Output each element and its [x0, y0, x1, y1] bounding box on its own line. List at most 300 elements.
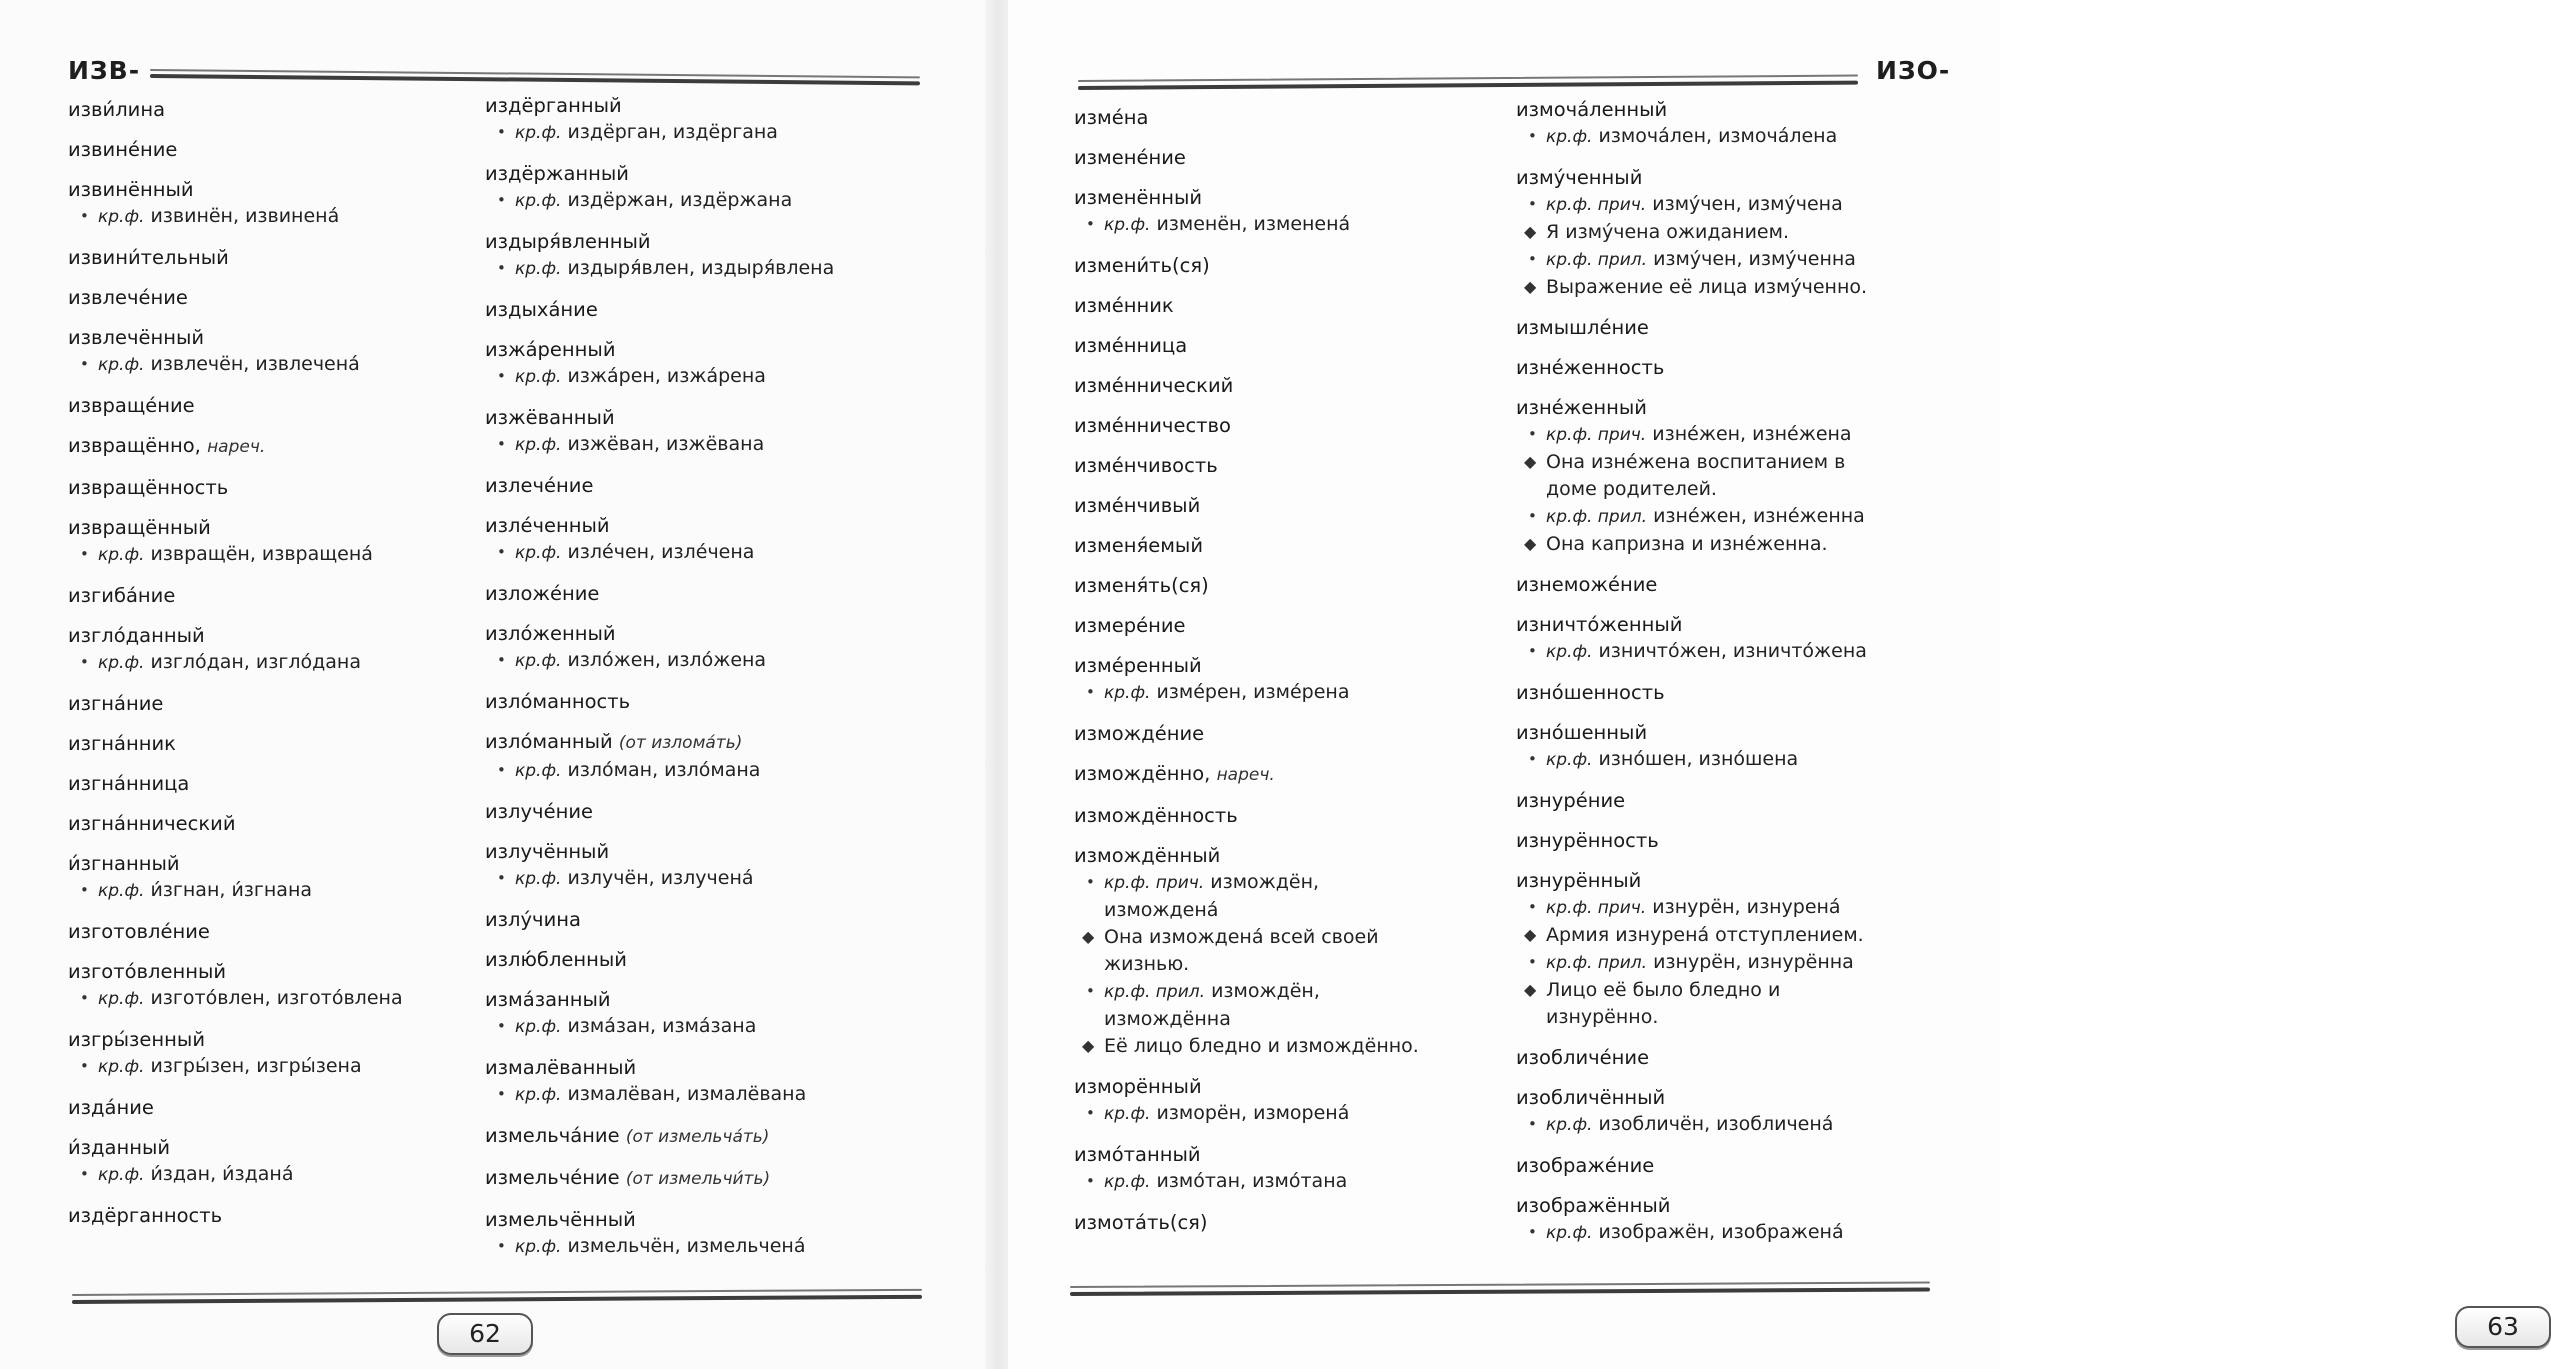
- headword-text: издёрганность: [68, 1204, 223, 1227]
- headword-text: излучённый: [485, 840, 610, 863]
- headword: [485, 160, 955, 187]
- headword: [485, 688, 955, 715]
- dictionary-entry: [68, 850, 538, 905]
- headword-text: измельчённый: [485, 1208, 636, 1231]
- headword: [68, 1134, 538, 1161]
- headword-text: измо́танный: [1074, 1143, 1201, 1166]
- dot-bullet-icon: •: [80, 653, 89, 671]
- headword: [1516, 571, 1986, 598]
- form-text: изму́чен, изму́чена: [1652, 193, 1843, 215]
- usage-example: [1074, 1033, 1544, 1060]
- dot-bullet-icon: •: [1086, 1172, 1095, 1190]
- dot-bullet-icon: •: [1086, 215, 1095, 233]
- headword-text: извращённость: [68, 476, 229, 499]
- grammar-note: (от измельчи́ть): [625, 1169, 771, 1189]
- dictionary-entry: [1074, 842, 1544, 1060]
- dictionary-entry: [68, 136, 538, 163]
- form-text: изжа́рен, изжа́рена: [567, 365, 766, 387]
- diamond-bullet-icon: ◆: [1082, 927, 1095, 946]
- continuation-text: измождена́: [1104, 899, 1219, 921]
- diamond-bullet-icon: ◆: [1524, 452, 1537, 471]
- left-footer-rule: [72, 1295, 922, 1304]
- dot-bullet-icon: •: [1528, 425, 1537, 443]
- headword: [1074, 1141, 1544, 1168]
- headword: [68, 324, 538, 351]
- dictionary-entry: [1516, 1152, 1986, 1179]
- dot-bullet-icon: •: [80, 989, 89, 1007]
- short-form-line: [68, 1053, 538, 1081]
- form-text: изображён, изображена́: [1598, 1221, 1844, 1243]
- usage-example: [1516, 531, 1986, 558]
- form-text: Я изму́чена ожиданием.: [1546, 221, 1789, 243]
- dictionary-entry: [68, 1094, 538, 1121]
- dot-bullet-icon: •: [497, 435, 506, 453]
- dictionary-entry: [1074, 572, 1544, 599]
- dot-bullet-icon: •: [497, 123, 506, 141]
- form-abbreviation: кр.ф.: [515, 543, 562, 563]
- dictionary-entry: [1516, 1084, 1986, 1139]
- headword: [485, 296, 955, 323]
- dictionary-entry: [485, 404, 955, 459]
- form-text: изобличён, изобличена́: [1598, 1113, 1834, 1135]
- headword-text: издёржанный: [485, 162, 629, 185]
- form-text: Она изне́жена воспитанием в: [1546, 451, 1846, 473]
- form-text: Она измождена́ всей своей: [1104, 926, 1379, 948]
- form-abbreviation: кр.ф.: [515, 1237, 562, 1257]
- headword: [68, 284, 538, 311]
- dictionary-entry: [485, 1122, 955, 1151]
- headword: [1074, 144, 1544, 171]
- headword: [68, 96, 538, 123]
- headword: [1074, 184, 1544, 211]
- dot-bullet-icon: •: [1528, 642, 1537, 660]
- dictionary-entry: [68, 690, 538, 717]
- headword-text: измоча́ленный: [1516, 98, 1668, 121]
- form-abbreviation: кр.ф.: [1546, 642, 1593, 662]
- headword: [68, 918, 538, 945]
- form-abbreviation: кр.ф.: [515, 869, 562, 889]
- short-form-line: [485, 1081, 955, 1109]
- continuation-line: [1074, 897, 1544, 924]
- form-abbreviation: кр.ф. прич.: [1546, 898, 1647, 918]
- headword-text: излече́ние: [485, 474, 594, 497]
- short-form-line: [1516, 503, 1986, 531]
- headword-text: издыря́вленный: [485, 230, 651, 253]
- form-text: извлечён, извлечена́: [150, 353, 360, 375]
- headword: [485, 472, 955, 499]
- short-form-line: [1516, 949, 1986, 977]
- headword-text: измышле́ние: [1516, 316, 1649, 339]
- headword: [1074, 760, 1544, 789]
- dictionary-entry: [68, 392, 538, 419]
- form-text: изно́шен, изно́шена: [1598, 748, 1799, 770]
- headword: [68, 850, 538, 877]
- headword-text: извине́ние: [68, 138, 178, 161]
- form-abbreviation: кр.ф.: [1546, 750, 1593, 770]
- grammar-note: нареч.: [1216, 765, 1275, 785]
- dictionary-entry: [1074, 1073, 1544, 1128]
- dot-bullet-icon: •: [497, 651, 506, 669]
- headword: [1074, 492, 1544, 519]
- headword: [485, 838, 955, 865]
- short-form-line: [68, 351, 538, 379]
- dictionary-entry: [1074, 532, 1544, 559]
- headword: [485, 620, 955, 647]
- dictionary-entry: [485, 1054, 955, 1109]
- form-text: изгото́влен, изгото́влена: [150, 987, 403, 1009]
- form-text: изма́зан, изма́зана: [567, 1015, 757, 1037]
- form-text: изморён, изморена́: [1156, 1102, 1350, 1124]
- headword: [485, 1122, 955, 1151]
- form-abbreviation: кр.ф.: [98, 881, 145, 901]
- short-form-line: [1516, 1219, 1986, 1247]
- dictionary-entry: [1516, 314, 1986, 341]
- headword-text: изменя́ть(ся): [1074, 574, 1209, 597]
- right-header-rule: [1078, 81, 1858, 90]
- headword-text: изгна́нник: [68, 732, 176, 755]
- short-form-line: [1074, 978, 1544, 1006]
- headword-text: излу́чина: [485, 908, 581, 931]
- headword-text: изме́нничество: [1074, 414, 1231, 437]
- dictionary-entry: [68, 1202, 538, 1229]
- headword-text: и́зданный: [68, 1136, 171, 1159]
- form-abbreviation: кр.ф.: [1104, 1104, 1151, 1124]
- form-abbreviation: кр.ф.: [515, 435, 562, 455]
- dictionary-entry: [485, 946, 955, 973]
- headword-text: изме́нчивый: [1074, 494, 1201, 517]
- headword: [68, 244, 538, 271]
- headword-text: изме́нница: [1074, 334, 1188, 357]
- dictionary-entry: [1516, 1192, 1986, 1247]
- short-form-line: [485, 187, 955, 215]
- short-form-line: [68, 985, 538, 1013]
- dictionary-entry: [485, 472, 955, 499]
- dictionary-entry: [68, 96, 538, 123]
- dictionary-entry: [485, 986, 955, 1041]
- dictionary-entry: [485, 580, 955, 607]
- form-abbreviation: кр.ф.: [515, 123, 562, 143]
- dictionary-entry: [1516, 1044, 1986, 1071]
- headword: [68, 1202, 538, 1229]
- right-page-header: ИЗО-: [1876, 56, 1951, 85]
- headword-text: изжёванный: [485, 406, 615, 429]
- headword-text: изме́на: [1074, 106, 1149, 129]
- headword: [485, 1054, 955, 1081]
- form-abbreviation: кр.ф. прил.: [1104, 982, 1206, 1002]
- headword: [68, 810, 538, 837]
- headword-text: изможде́ние: [1074, 722, 1205, 745]
- form-abbreviation: кр.ф.: [98, 1165, 145, 1185]
- form-text: Она капризна и изне́женна.: [1546, 533, 1828, 555]
- usage-example: [1074, 924, 1544, 951]
- headword-text: измельче́ние: [485, 1166, 620, 1189]
- usage-example: [1516, 449, 1986, 476]
- page-number-63: 63: [2455, 1306, 2551, 1348]
- dictionary-entry: [68, 958, 538, 1013]
- dot-bullet-icon: •: [497, 1017, 506, 1035]
- form-text: изнурён, изнурённа: [1653, 951, 1854, 973]
- headword: [68, 514, 538, 541]
- dot-bullet-icon: •: [80, 881, 89, 899]
- headword-text: измельча́ние: [485, 1124, 620, 1147]
- short-form-line: [68, 877, 538, 905]
- dictionary-entry: [1074, 652, 1544, 707]
- dot-bullet-icon: •: [80, 355, 89, 373]
- dictionary-entry: [68, 810, 538, 837]
- headword-text: изнурённый: [1516, 869, 1642, 892]
- form-abbreviation: кр.ф.: [98, 989, 145, 1009]
- form-text: изне́жен, изне́жена: [1652, 423, 1852, 445]
- right-footer-rule: [1070, 1287, 1930, 1296]
- short-form-line: [485, 757, 955, 785]
- dictionary-entry: [1516, 611, 1986, 666]
- headword-text: изнурённость: [1516, 829, 1659, 852]
- headword: [485, 986, 955, 1013]
- dictionary-entry: [1516, 96, 1986, 151]
- headword-text: изле́ченный: [485, 514, 610, 537]
- headword: [1074, 292, 1544, 319]
- form-abbreviation: кр.ф.: [1546, 1115, 1593, 1135]
- headword: [68, 176, 538, 203]
- headword-text: извини́тельный: [68, 246, 229, 269]
- dictionary-entry: [68, 1026, 538, 1081]
- form-text: изнурён, изнурена́: [1652, 896, 1841, 918]
- headword: [1516, 867, 1986, 894]
- headword: [485, 728, 955, 757]
- headword-text: изображе́ние: [1516, 1154, 1655, 1177]
- headword: [485, 336, 955, 363]
- headword: [485, 512, 955, 539]
- form-text: изгры́зен, изгры́зена: [150, 1055, 362, 1077]
- headword: [1516, 394, 1986, 421]
- short-form-line: [68, 203, 538, 231]
- dot-bullet-icon: •: [1528, 1223, 1537, 1241]
- headword: [1074, 572, 1544, 599]
- form-text: издёрган, издёргана: [567, 121, 778, 143]
- left-page-header: ИЗВ-: [68, 56, 141, 85]
- short-form-line: [1074, 1168, 1544, 1196]
- headword: [68, 622, 538, 649]
- dot-bullet-icon: •: [1086, 1104, 1095, 1122]
- continuation-line: [1074, 1006, 1544, 1033]
- dictionary-entry: [68, 176, 538, 231]
- form-abbreviation: кр.ф. прил.: [1546, 250, 1648, 270]
- headword-text: измождённо,: [1074, 762, 1211, 785]
- short-form-line: [1516, 246, 1986, 274]
- headword: [1516, 314, 1986, 341]
- headword: [1516, 354, 1986, 381]
- dictionary-entry: [1074, 412, 1544, 439]
- headword-text: издёрганный: [485, 94, 622, 117]
- dictionary-entry: [1516, 827, 1986, 854]
- form-abbreviation: кр.ф. прич.: [1104, 873, 1205, 893]
- form-abbreviation: кр.ф.: [1104, 215, 1151, 235]
- dictionary-entry: [485, 620, 955, 675]
- headword-text: излуче́ние: [485, 800, 593, 823]
- dictionary-entry: [1074, 332, 1544, 359]
- form-abbreviation: кр.ф.: [98, 545, 145, 565]
- headword-text: изгна́ннический: [68, 812, 236, 835]
- form-abbreviation: кр.ф.: [515, 191, 562, 211]
- dictionary-entry: [485, 92, 955, 147]
- headword-text: изгна́нница: [68, 772, 190, 795]
- headword: [1516, 1084, 1986, 1111]
- headword-text: изме́нник: [1074, 294, 1174, 317]
- diamond-bullet-icon: ◆: [1524, 980, 1537, 999]
- form-abbreviation: кр.ф.: [515, 367, 562, 387]
- dictionary-entry: [485, 1206, 955, 1261]
- headword-text: измождённость: [1074, 804, 1238, 827]
- headword-text: измождённый: [1074, 844, 1221, 867]
- dictionary-entry: [485, 160, 955, 215]
- short-form-line: [1074, 869, 1544, 897]
- headword-text: изно́шенность: [1516, 681, 1665, 704]
- form-text: измождён,: [1211, 980, 1320, 1002]
- continuation-line: [1516, 1004, 1986, 1031]
- dictionary-entry: [68, 244, 538, 271]
- headword: [1516, 1192, 1986, 1219]
- dictionary-entry: [1516, 787, 1986, 814]
- form-abbreviation: кр.ф.: [98, 1057, 145, 1077]
- form-text: и́згнан, и́згнана: [150, 879, 313, 901]
- short-form-line: [485, 647, 955, 675]
- dot-bullet-icon: •: [1528, 750, 1537, 768]
- headword: [485, 580, 955, 607]
- dictionary-entry: [68, 324, 538, 379]
- form-text: Выражение её лица изму́ченно.: [1546, 276, 1868, 298]
- continuation-text: доме родителей.: [1546, 478, 1717, 500]
- headword: [485, 906, 955, 933]
- headword: [68, 582, 538, 609]
- dictionary-entry: [1516, 719, 1986, 774]
- headword: [68, 770, 538, 797]
- short-form-line: [485, 865, 955, 893]
- headword-text: изло́манный: [485, 730, 613, 753]
- dot-bullet-icon: •: [497, 1085, 506, 1103]
- headword: [68, 136, 538, 163]
- grammar-note: (от излома́ть): [618, 733, 743, 753]
- dot-bullet-icon: •: [1528, 1115, 1537, 1133]
- headword: [1074, 652, 1544, 679]
- headword: [68, 1094, 538, 1121]
- headword-text: изменя́емый: [1074, 534, 1204, 557]
- headword-text: извлече́ние: [68, 286, 188, 309]
- form-abbreviation: кр.ф.: [1546, 127, 1593, 147]
- left-page: [0, 0, 990, 1369]
- dictionary-entry: [1074, 372, 1544, 399]
- dictionary-entry: [68, 514, 538, 569]
- headword: [1074, 802, 1544, 829]
- headword: [1074, 252, 1544, 279]
- headword: [68, 432, 538, 461]
- form-text: изло́жен, изло́жена: [567, 649, 767, 671]
- headword-text: изобличённый: [1516, 1086, 1666, 1109]
- dictionary-entry: [485, 1164, 955, 1193]
- form-text: изменён, изменена́: [1156, 213, 1351, 235]
- diamond-bullet-icon: ◆: [1524, 925, 1537, 944]
- continuation-line: [1516, 476, 1986, 503]
- headword: [485, 1164, 955, 1193]
- dictionary-entry: [1516, 164, 1986, 301]
- dot-bullet-icon: •: [497, 1237, 506, 1255]
- grammar-note: нареч.: [207, 437, 266, 457]
- dot-bullet-icon: •: [1528, 195, 1537, 213]
- headword: [1516, 164, 1986, 191]
- diamond-bullet-icon: ◆: [1082, 1036, 1095, 1055]
- form-abbreviation: кр.ф.: [98, 653, 145, 673]
- diamond-bullet-icon: ◆: [1524, 534, 1537, 553]
- headword: [485, 798, 955, 825]
- headword: [1516, 96, 1986, 123]
- form-text: изгло́дан, изгло́дана: [150, 651, 361, 673]
- short-form-line: [485, 363, 955, 391]
- form-abbreviation: кр.ф.: [515, 761, 562, 781]
- dot-bullet-icon: •: [497, 543, 506, 561]
- dictionary-entry: [1516, 679, 1986, 706]
- headword: [1516, 827, 1986, 854]
- short-form-line: [1516, 191, 1986, 219]
- dictionary-entry: [485, 906, 955, 933]
- usage-example: [1516, 977, 1986, 1004]
- dictionary-entry: [1074, 184, 1544, 239]
- short-form-line: [1516, 638, 1986, 666]
- short-form-line: [1074, 679, 1544, 707]
- headword: [1074, 332, 1544, 359]
- form-text: измоча́лен, измоча́лена: [1598, 125, 1838, 147]
- form-abbreviation: кр.ф. прич.: [1546, 425, 1647, 445]
- headword-text: измене́ние: [1074, 146, 1186, 169]
- headword: [68, 730, 538, 757]
- short-form-line: [485, 539, 955, 567]
- headword-text: изда́ние: [68, 1096, 154, 1119]
- form-text: Лицо её было бледно и: [1546, 979, 1781, 1001]
- form-text: изме́рен, изме́рена: [1156, 681, 1350, 703]
- headword-text: изложе́ние: [485, 582, 600, 605]
- dot-bullet-icon: •: [497, 367, 506, 385]
- short-form-line: [1516, 123, 1986, 151]
- headword: [1516, 679, 1986, 706]
- headword: [68, 958, 538, 985]
- headword: [1074, 1209, 1544, 1236]
- dictionary-entry: [485, 688, 955, 715]
- headword-text: изме́ннический: [1074, 374, 1234, 397]
- headword-text: и́згнанный: [68, 852, 180, 875]
- form-abbreviation: кр.ф. прич.: [1546, 195, 1647, 215]
- dot-bullet-icon: •: [497, 869, 506, 887]
- headword-text: изображённый: [1516, 1194, 1671, 1217]
- dictionary-entry: [485, 728, 955, 785]
- form-abbreviation: кр.ф.: [98, 355, 145, 375]
- dictionary-entry: [68, 284, 538, 311]
- form-text: изничто́жен, изничто́жена: [1598, 640, 1867, 662]
- dot-bullet-icon: •: [80, 1165, 89, 1183]
- dot-bullet-icon: •: [1528, 898, 1537, 916]
- dictionary-entry: [68, 474, 538, 501]
- form-text: измалёван, измалёвана: [567, 1083, 807, 1105]
- dictionary-entry: [68, 918, 538, 945]
- short-form-line: [1516, 746, 1986, 774]
- short-form-line: [1074, 211, 1544, 239]
- headword-text: изгна́ние: [68, 692, 164, 715]
- headword-text: изжа́ренный: [485, 338, 616, 361]
- diamond-bullet-icon: ◆: [1524, 222, 1537, 241]
- form-text: и́здан, и́здана́: [150, 1163, 294, 1185]
- short-form-line: [1516, 1111, 1986, 1139]
- dictionary-entry: [1074, 760, 1544, 789]
- headword-text: изме́ренный: [1074, 654, 1202, 677]
- form-text: Её лицо бледно и измождённо.: [1104, 1035, 1419, 1057]
- headword-text: извращённо,: [68, 434, 201, 457]
